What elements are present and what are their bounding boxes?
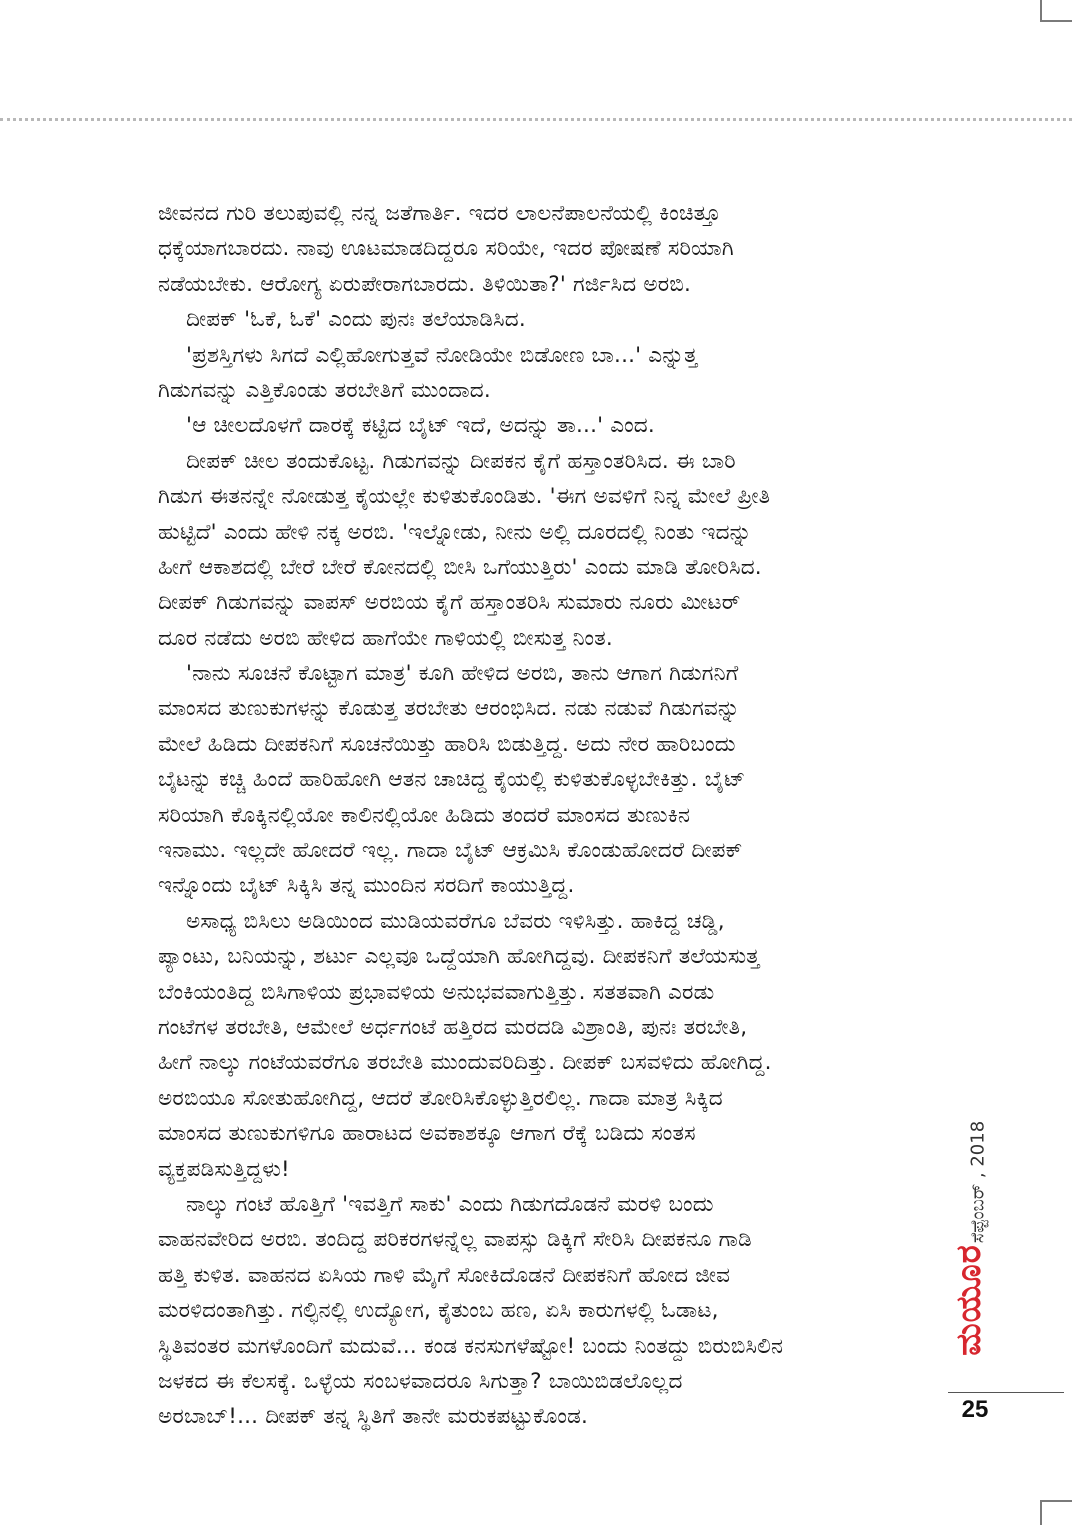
crop-mark-bottom-horizontal [1040, 1500, 1072, 1502]
text-line: ದೂರ ನಡೆದು ಅರಬಿ ಹೇಳಿದ ಹಾಗೆಯೇ ಗಾಳಿಯಲ್ಲಿ ಬೀಸುತ್ತ ನಿಂತ. [158, 625, 613, 651]
text-line: 'ಪ್ರಶಸ್ತಿಗಳು ಸಿಗದೆ ಎಲ್ಲಿಹೋಗುತ್ತವೆ ನೋಡಿಯೇ ಬಿಡೋಣ ಬಾ...' ಎನ್ನುತ್ತ [186, 342, 698, 368]
page-number: 25 [961, 1396, 989, 1423]
text-line: ಇನ್ನೊಂದು ಬೈಟ್ ಸಿಕ್ಕಿಸಿ ತನ್ನ ಮುಂದಿನ ಸರದಿಗೆ ಕಾಯುತ್ತಿದ್ದ. [158, 873, 575, 899]
text-line: ಹೀಗೆ ಆಕಾಶದಲ್ಲಿ ಬೇರೆ ಬೇರೆ ಕೋನದಲ್ಲಿ ಬೀಸಿ ಒಗೆಯುತ್ತಿರು' ಎಂದು ಮಾಡಿ ತೋರಿಸಿದ. [158, 554, 762, 580]
issue-date: ಸೆಪ್ಟೆಂಬರ್ , 2018 [967, 1120, 989, 1244]
text-line: ಹತ್ತಿ ಕುಳಿತ. ವಾಹನದ ಏಸಿಯ ಗಾಳಿ ಮೈಗೆ ಸೋಕಿದೊಡನೆ ದೀಪಕನಿಗೆ ಹೋದ ಜೀವ [158, 1262, 731, 1288]
dotted-header-rule [0, 118, 1072, 121]
text-line: ಗಿಡುಗ ಈತನನ್ನೇ ನೋಡುತ್ತ ಕೈಯಲ್ಲೇ ಕುಳಿತುಕೊಂಡಿತು. 'ಈಗ ಅವಳಿಗೆ ನಿನ್ನ ಮೇಲೆ ಪ್ರೀತಿ [158, 484, 771, 510]
text-line: ಗಿಡುಗವನ್ನು ಎತ್ತಿಕೊಂಡು ತರಬೇತಿಗೆ ಮುಂದಾದ. [158, 377, 491, 403]
paragraph [158, 1187, 898, 1435]
text-line: ಅರಬಿಯೂ ಸೋತುಹೋಗಿದ್ದ, ಆದರೆ ತೋರಿಸಿಕೊಳ್ಳುತ್ತಿರಲಿಲ್ಲ. ಗಾದಾ ಮಾತ್ರ ಸಿಕ್ಕಿದ [158, 1085, 723, 1111]
text-line: ಸ್ಥಿತಿವಂತರ ಮಗಳೊಂದಿಗೆ ಮದುವೆ... ಕಂಡ ಕನಸುಗಳೆಷ್ಟೋ! ಬಂದು ನಿಂತದ್ದು ಬಿರುಬಿಸಿಲಿನ [158, 1333, 784, 1359]
text-line: ಸರಿಯಾಗಿ ಕೊಕ್ಕಿನಲ್ಲಿಯೋ ಕಾಲಿನಲ್ಲಿಯೋ ಹಿಡಿದು ತಂದರೆ ಮಾಂಸದ ತುಣುಕಿನ [158, 802, 691, 828]
text-line: ವಾಹನವೇರಿದ ಅರಬಿ. ತಂದಿದ್ದ ಪರಿಕರಗಳನ್ನೆಲ್ಲ ವಾಪಸ್ಸು ಡಿಕ್ಕಿಗೆ ಸೇರಿಸಿ ದೀಪಕನೂ ಗಾಡಿ [158, 1227, 752, 1253]
article-body [158, 196, 898, 1435]
text-line: ಜಳಕದ ಈ ಕೆಲಸಕ್ಕೆ. ಒಳ್ಳೆಯ ಸಂಬಳವಾದರೂ ಸಿಗುತ್ತಾ? ಬಾಯಿಬಿಡಲೊಲ್ಲದ [158, 1368, 683, 1394]
text-line: 'ಆ ಚೀಲದೊಳಗೆ ದಾರಕ್ಕೆ ಕಟ್ಟಿದ ಬೈಟ್ ಇದೆ, ಅದನ್ನು ತಾ...' ಎಂದ. [186, 413, 655, 439]
text-line: ಹೀಗೆ ನಾಲ್ಕು ಗಂಟೆಯವರೆಗೂ ತರಬೇತಿ ಮುಂದುವರಿದಿತ್ತು. ದೀಪಕ್ ಬಸವಳಿದು ಹೋಗಿದ್ದ. [158, 1050, 772, 1076]
text-line: ಮಾಂಸದ ತುಣುಕುಗಳಿಗೂ ಹಾರಾಟದ ಅವಕಾಶಕ್ಕೂ ಆಗಾಗ ರೆಕ್ಕೆ ಬಡಿದು ಸಂತಸ [158, 1121, 696, 1147]
text-line: ಮಾಂಸದ ತುಣುಕುಗಳನ್ನು ಕೊಡುತ್ತ ತರಬೇತು ಆರಂಭಿಸಿದ. ನಡು ನಡುವೆ ಗಿಡುಗವನ್ನು [158, 696, 740, 722]
text-line: ದೀಪಕ್ ಚೀಲ ತಂದುಕೊಟ್ಟ. ಗಿಡುಗವನ್ನು ದೀಪಕನ ಕೈಗೆ ಹಸ್ತಾಂತರಿಸಿದ. ಈ ಬಾರಿ [186, 448, 736, 474]
paragraph [158, 338, 898, 409]
paragraph [158, 656, 898, 904]
text-line: ಮೇಲೆ ಹಿಡಿದು ದೀಪಕನಿಗೆ ಸೂಚನೆಯಿತ್ತು ಹಾರಿಸಿ ಬಿಡುತ್ತಿದ್ದ. ಅದು ನೇರ ಹಾರಿಬಂದು [158, 731, 736, 757]
paragraph [158, 444, 898, 656]
paragraph [158, 904, 898, 1187]
text-line: ಬೈಟನ್ನು ಕಚ್ಚಿ ಹಿಂದೆ ಹಾರಿಹೋಗಿ ಆತನ ಚಾಚಿದ್ದ ಕೈಯಲ್ಲಿ ಕುಳಿತುಕೊಳ್ಳಬೇಕಿತ್ತು. ಬೈಟ್ [158, 767, 746, 793]
text-line: ನಡೆಯಬೇಕು. ಆರೋಗ್ಯ ಏರುಪೇರಾಗಬಾರದು. ತಿಳಿಯಿತಾ?' ಗರ್ಜಿಸಿದ ಅರಬಿ. [158, 271, 692, 297]
text-line: ಪ್ಯಾಂಟು, ಬನಿಯನ್ನು, ಶರ್ಟು ಎಲ್ಲವೂ ಒದ್ದೆಯಾಗಿ ಹೋಗಿದ್ದವು. ದೀಪಕನಿಗೆ ತಲೆಯಸುತ್ತ [158, 944, 760, 970]
text-line: ಗಂಟೆಗಳ ತರಬೇತಿ, ಆಮೇಲೆ ಅರ್ಧಗಂಟೆ ಹತ್ತಿರದ ಮರದಡಿ ವಿಶ್ರಾಂತಿ, ಪುನಃ ತರಬೇತಿ, [158, 1014, 748, 1040]
text-line: ದೀಪಕ್ ಗಿಡುಗವನ್ನು ವಾಪಸ್ ಅರಬಿಯ ಕೈಗೆ ಹಸ್ತಾಂತರಿಸಿ ಸುಮಾರು ನೂರು ಮೀಟರ್ [158, 590, 741, 616]
crop-mark-bottom-vertical [1040, 1500, 1042, 1525]
text-line: ದೀಪಕ್ 'ಓಕೆ, ಓಕೆ' ಎಂದು ಪುನಃ ತಲೆಯಾಡಿಸಿದ. [186, 307, 526, 333]
paragraph [158, 302, 898, 337]
text-line: ಇನಾಮು. ಇಲ್ಲದೇ ಹೋದರೆ ಇಲ್ಲ. ಗಾದಾ ಬೈಟ್ ಆಕ್ರಮಿಸಿ ಕೊಂಡುಹೋದರೆ ದೀಪಕ್ [158, 838, 743, 864]
text-line: ಮರಳಿದಂತಾಗಿತ್ತು. ಗಲ್ಫಿನಲ್ಲಿ ಉದ್ಯೋಗ, ಕೈತುಂಬ ಹಣ, ಏಸಿ ಕಾರುಗಳಲ್ಲಿ ಓಡಾಟ, [158, 1298, 719, 1324]
magazine-logo: ಮಯೂರ [949, 1244, 989, 1356]
text-line: ಅಸಾಧ್ಯ ಬಿಸಿಲು ಅಡಿಯಿಂದ ಮುಡಿಯವರೆಗೂ ಬೆವರು ಇಳಿಸಿತ್ತು. ಹಾಕಿದ್ದ ಚಡ್ಡಿ, [186, 908, 725, 934]
text-line: ಅರಬಾಬ್!... ದೀಪಕ್ ತನ್ನ ಸ್ಥಿತಿಗೆ ತಾನೇ ಮರುಕಪಟ್ಟುಕೊಂಡ. [158, 1404, 589, 1430]
text-line: ಬೆಂಕಿಯಂತಿದ್ದ ಬಿಸಿಗಾಳಿಯ ಪ್ರಭಾವಳಿಯ ಅನುಭವವಾಗುತ್ತಿತ್ತು. ಸತತವಾಗಿ ಎರಡು [158, 979, 715, 1005]
paragraph [158, 196, 898, 302]
paragraph [158, 408, 898, 443]
page-number-rule [948, 1392, 1064, 1393]
crop-mark-top-horizontal [1040, 20, 1072, 22]
crop-mark-top-vertical [1040, 0, 1042, 22]
text-line: ಧಕ್ಕೆಯಾಗಬಾರದು. ನಾವು ಊಟಮಾಡದಿದ್ದರೂ ಸರಿಯೇ, ಇದರ ಪೋಷಣೆ ಸರಿಯಾಗಿ [158, 236, 734, 262]
text-line: 'ನಾನು ಸೂಚನೆ ಕೊಟ್ಟಾಗ ಮಾತ್ರ' ಕೂಗಿ ಹೇಳಿದ ಅರಬಿ, ತಾನು ಆಗಾಗ ಗಿಡುಗನಿಗೆ [186, 661, 739, 687]
text-line: ಹುಟ್ಟಿದೆ' ಎಂದು ಹೇಳಿ ನಕ್ಕ ಅರಬಿ. 'ಇಲ್ನೋಡು, ನೀನು ಅಲ್ಲಿ ದೂರದಲ್ಲಿ ನಿಂತು ಇದನ್ನು [158, 519, 752, 545]
text-line: ಜೀವನದ ಗುರಿ ತಲುಪುವಲ್ಲಿ ನನ್ನ ಜತೆಗಾರ್ತಿ. ಇದರ ಲಾಲನೆಪಾಲನೆಯಲ್ಲಿ ಕಿಂಚಿತ್ತೂ [158, 201, 721, 226]
text-line: ನಾಲ್ಕು ಗಂಟೆ ಹೊತ್ತಿಗೆ 'ಇವತ್ತಿಗೆ ಸಾಕು' ಎಂದು ಗಿಡುಗದೊಡನೆ ಮರಳಿ ಬಂದು [186, 1191, 714, 1217]
text-line: ವ್ಯಕ್ತಪಡಿಸುತ್ತಿದ್ದಳು! [158, 1156, 290, 1182]
